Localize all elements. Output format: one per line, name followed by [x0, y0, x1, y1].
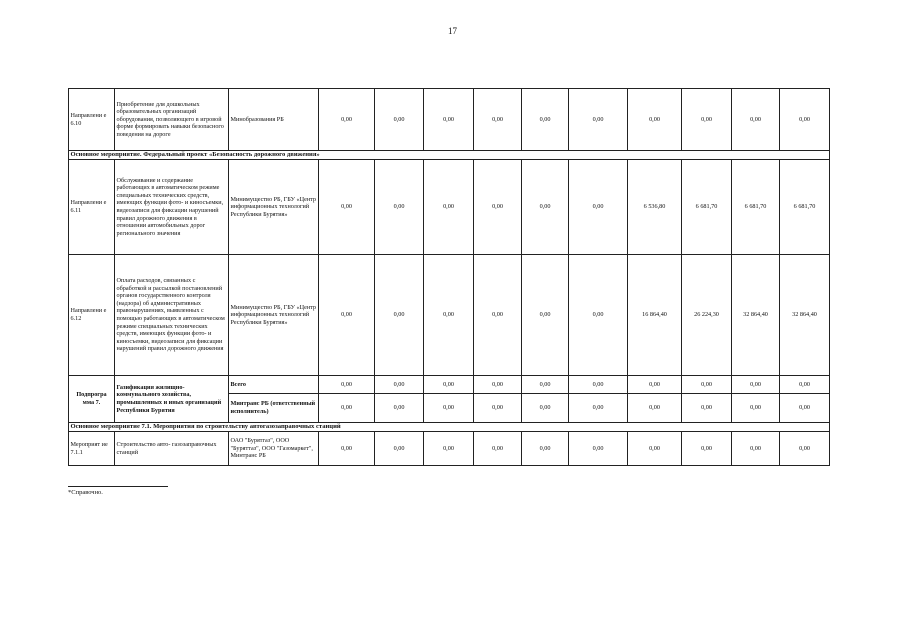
table-row-subprogram-7 [69, 376, 830, 394]
value-cell: 0,00 [569, 160, 628, 255]
value-cell: 0,00 [424, 376, 474, 394]
row-executor: Всего [229, 376, 319, 394]
section-title: Основное мероприятие 7.1. Мероприятия по строительству автогазозаправочных станций [69, 423, 830, 432]
row-executor: ОАО "Бурятгаз", ООО "Буряттаз", ООО "Газомаркет", Минтранс РБ [229, 432, 319, 466]
value-cell: 0,00 [732, 89, 780, 151]
value-cell: 0,00 [569, 432, 628, 466]
value-cell: 0,00 [682, 89, 732, 151]
row-code: Направлени е 6.10 [69, 89, 115, 151]
footnote: *Справочно. [68, 489, 103, 496]
value-cell: 0,00 [732, 376, 780, 394]
value-cell: 0,00 [522, 255, 569, 376]
row-executor: Минимущество РБ, ГБУ «Центр информационных технологий Республики Бурятия» [229, 255, 319, 376]
value-cell: 6 536,80 [628, 160, 682, 255]
row-executor: Минтранс РБ (ответственный исполнитель) [229, 394, 319, 423]
value-cell: 0,00 [682, 376, 732, 394]
value-cell: 0,00 [375, 160, 424, 255]
page-number: 17 [448, 26, 457, 36]
value-cell: 0,00 [682, 432, 732, 466]
value-cell: 0,00 [628, 89, 682, 151]
value-cell: 0,00 [474, 255, 522, 376]
table-row-7-1-1 [69, 432, 830, 466]
value-cell: 0,00 [569, 394, 628, 423]
value-cell: 0,00 [319, 255, 375, 376]
value-cell: 32 864,40 [732, 255, 780, 376]
value-cell: 0,00 [375, 394, 424, 423]
value-cell: 26 224,30 [682, 255, 732, 376]
section-title: Основное мероприятие. Федеральный проект «Безопасность дорожного движения» [69, 151, 830, 160]
value-cell: 0,00 [522, 376, 569, 394]
value-cell: 6 681,70 [732, 160, 780, 255]
value-cell: 0,00 [424, 432, 474, 466]
value-cell: 0,00 [569, 255, 628, 376]
value-cell: 0,00 [780, 89, 830, 151]
value-cell: 0,00 [319, 394, 375, 423]
row-name: Обслуживание и содержание работающих в автоматическом режиме специальных технических средств, имеющих функции фото- и киносъемки, видеозаписи для фиксации нарушений правил дорожного движения в отношении автомобильных дорог регионального значения [115, 160, 229, 255]
footnote-separator [68, 486, 168, 487]
value-cell: 0,00 [375, 432, 424, 466]
value-cell: 0,00 [522, 160, 569, 255]
value-cell: 0,00 [522, 89, 569, 151]
row-code: Направлени е 6.11 [69, 160, 115, 255]
row-executor: Минимущество РБ, ГБУ «Центр информационных технологий Республики Бурятия» [229, 160, 319, 255]
value-cell: 0,00 [474, 394, 522, 423]
value-cell: 0,00 [319, 376, 375, 394]
value-cell: 0,00 [780, 376, 830, 394]
row-code: Направлени е 6.12 [69, 255, 115, 376]
value-cell: 32 864,40 [780, 255, 830, 376]
table-row-6-12 [69, 255, 830, 376]
value-cell: 0,00 [522, 432, 569, 466]
value-cell: 0,00 [375, 376, 424, 394]
value-cell: 0,00 [424, 255, 474, 376]
section-row [69, 423, 830, 432]
budget-table [68, 88, 830, 466]
value-cell: 0,00 [569, 376, 628, 394]
row-code: Мероприят ие 7.1.1 [69, 432, 115, 466]
row-name: Оплата расходов, связанных с обработкой и рассылкой постановлений органов государственного контроля (надзора) об административных правонарушениях, выявленных с помощью работающих в автоматическом режиме специальных технических средств, имеющих функции фото- и киносъемки, видеозаписи для фиксации нарушений правил дорожного движения [115, 255, 229, 376]
value-cell: 0,00 [474, 160, 522, 255]
value-cell: 0,00 [474, 432, 522, 466]
row-executor: Минобразования РБ [229, 89, 319, 151]
row-name: Строительство авто- газозаправочных станций [115, 432, 229, 466]
value-cell: 0,00 [319, 89, 375, 151]
table-row-6-11 [69, 160, 830, 255]
value-cell: 0,00 [732, 394, 780, 423]
value-cell: 0,00 [780, 394, 830, 423]
value-cell: 0,00 [474, 376, 522, 394]
value-cell: 16 864,40 [628, 255, 682, 376]
value-cell: 0,00 [424, 160, 474, 255]
value-cell: 0,00 [319, 432, 375, 466]
value-cell: 0,00 [628, 376, 682, 394]
value-cell: 0,00 [628, 432, 682, 466]
row-code: Подпрогра мма 7. [69, 376, 115, 423]
value-cell: 0,00 [424, 89, 474, 151]
value-cell: 6 681,70 [682, 160, 732, 255]
value-cell: 0,00 [522, 394, 569, 423]
section-row [69, 151, 830, 160]
value-cell: 0,00 [474, 89, 522, 151]
value-cell: 0,00 [424, 394, 474, 423]
value-cell: 0,00 [732, 432, 780, 466]
value-cell: 6 681,70 [780, 160, 830, 255]
value-cell: 0,00 [375, 255, 424, 376]
value-cell: 0,00 [628, 394, 682, 423]
value-cell: 0,00 [682, 394, 732, 423]
value-cell: 0,00 [569, 89, 628, 151]
value-cell: 0,00 [780, 432, 830, 466]
row-name: Приобретение для дошкольных образовательных организаций оборудования, позволяющего в игровой форме формировать навыки безопасного поведения на дороге [115, 89, 229, 151]
value-cell: 0,00 [319, 160, 375, 255]
row-name: Газификация жилищно-коммунального хозяйства, промышленных и иных организаций Республики Бурятия [115, 376, 229, 423]
value-cell: 0,00 [375, 89, 424, 151]
table-row-6-10 [69, 89, 830, 151]
